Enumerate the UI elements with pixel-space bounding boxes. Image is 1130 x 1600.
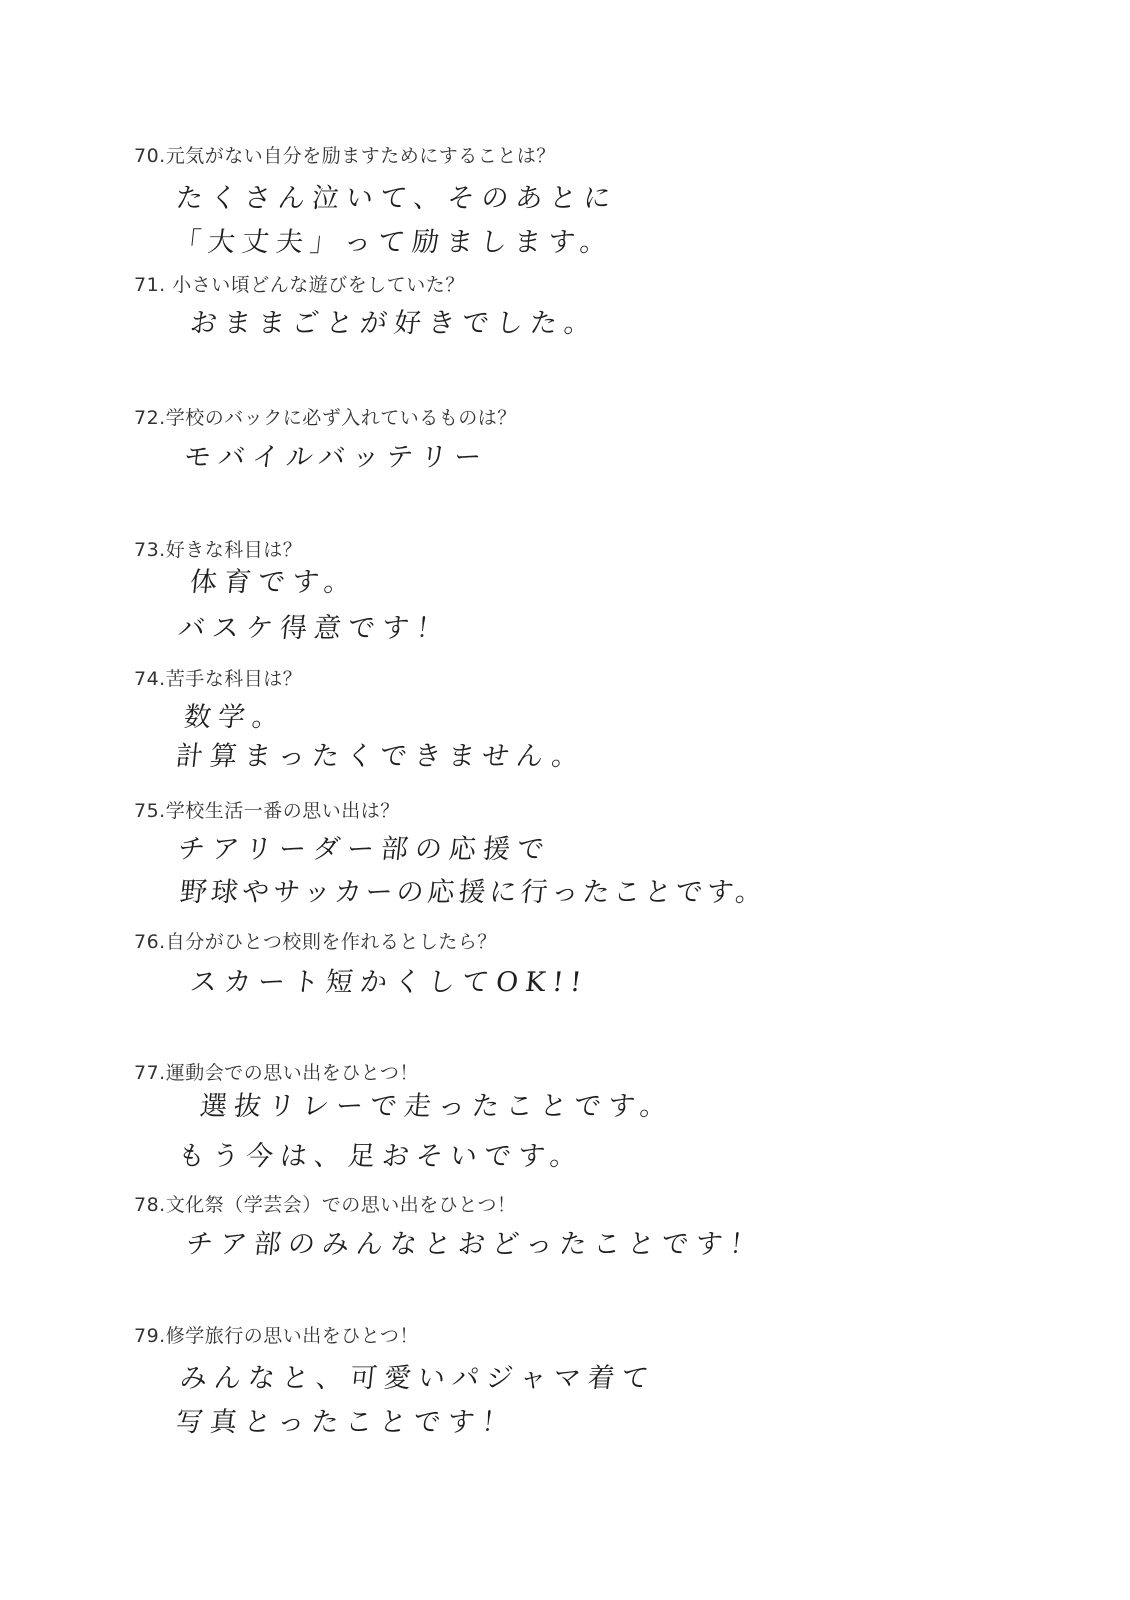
answer-79-line-2: 写真とったことです！ xyxy=(174,1407,518,1438)
question-73: 73.好きな科目は？ xyxy=(134,539,303,561)
answer-71-line-1: おままごとが好きでした。 xyxy=(188,308,600,339)
answer-77-line-1: 選抜リレーで走ったことです。 xyxy=(198,1091,676,1122)
answer-73-line-1: 体育です。 xyxy=(188,567,360,598)
answer-77-line-2: もう今は、足おそいです。 xyxy=(176,1141,586,1172)
question-77: 77.運動会での思い出をひとつ！ xyxy=(134,1062,419,1084)
question-71: 71. 小さい頃どんな遊びをしていた？ xyxy=(134,274,465,296)
answer-79-line-1: みんなと、可愛いパジャマ着て xyxy=(178,1363,658,1394)
answer-78-line-1: チア部のみんなとおどったことです！ xyxy=(184,1229,766,1260)
question-72: 72.学校のバックに必ず入れているものは？ xyxy=(134,407,517,429)
answer-70-line-1: たくさん泣いて、そのあとに xyxy=(174,183,620,214)
answer-74-line-1: 数学。 xyxy=(182,702,288,733)
question-75: 75.学校生活一番の思い出は？ xyxy=(134,800,400,822)
answer-73-line-2: バスケ得意です！ xyxy=(176,613,452,644)
question-74: 74.苦手な科目は？ xyxy=(134,668,303,690)
question-76: 76.自分がひとつ校則を作れるとしたら？ xyxy=(134,931,497,953)
answer-75-line-2: 野球やサッカーの応援に行ったことです。 xyxy=(178,877,768,908)
answer-76-line-1: スカート短かくしてOK!! xyxy=(188,967,590,998)
answer-74-line-2: 計算まったくできません。 xyxy=(174,741,588,772)
question-70: 70.元気がない自分を励ますためにすることは？ xyxy=(134,145,556,167)
question-78: 78.文化祭（学芸会）での思い出をひとつ！ xyxy=(134,1194,517,1216)
answer-75-line-1: チアリーダー部の応援で xyxy=(176,834,553,865)
answer-72-line-1: モバイルバッテリー xyxy=(182,442,490,473)
answer-70-line-2: 「大丈夫」って励まします。 xyxy=(172,227,616,258)
question-79: 79.修学旅行の思い出をひとつ！ xyxy=(134,1325,419,1347)
